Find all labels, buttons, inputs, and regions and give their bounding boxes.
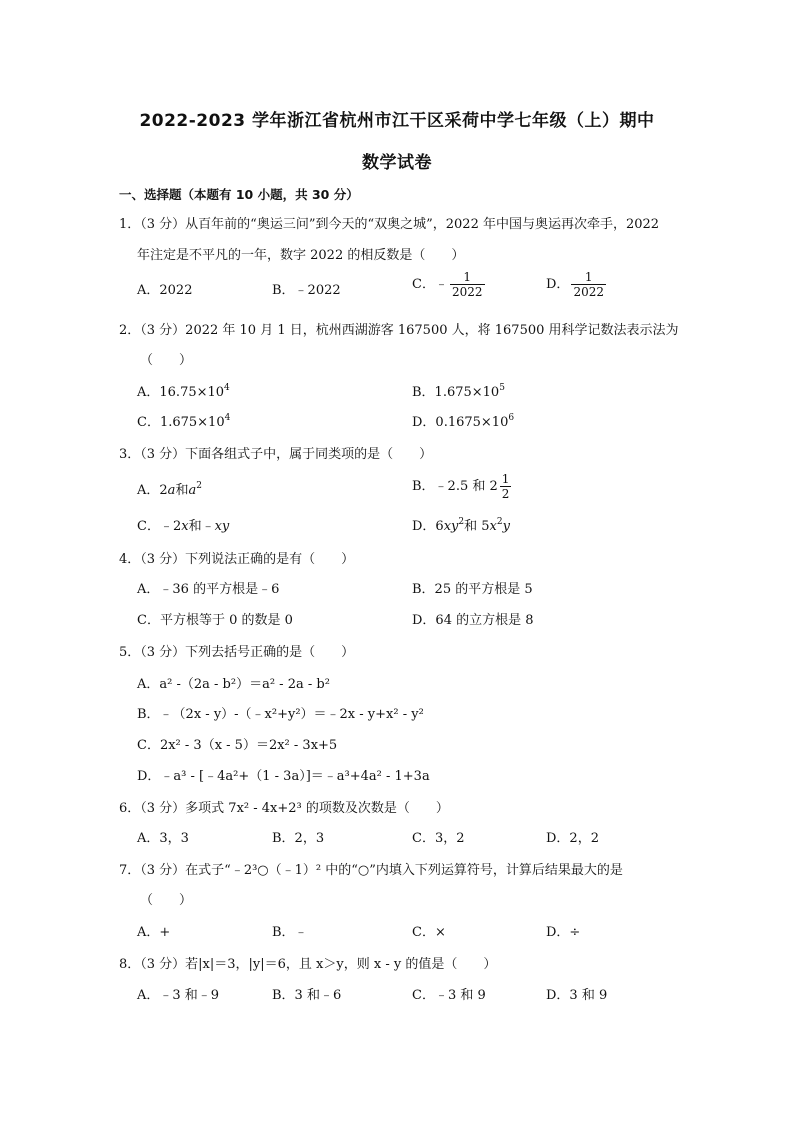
q1-option-d (546, 270, 606, 299)
q1-option-d-prefix: D． (546, 277, 570, 292)
q8-stem: 8．（3 分）若|x|＝3，|y|＝6，且 x＞y，则 x - y 的值是（ ） (119, 957, 497, 972)
q3-option-d-prefix: D．6 (412, 519, 444, 534)
q2-option-a (137, 384, 230, 402)
q7-stem-line2: （ ） (140, 893, 193, 908)
q2-option-c (137, 414, 230, 432)
q6-option-d: D．2，2 (546, 831, 599, 846)
q4-option-b: B．25 的平方根是 5 (412, 582, 533, 597)
q3-option-b-numerator: 1 (501, 472, 510, 486)
q7-option-b: B．﹣ (272, 925, 308, 940)
q6-option-c: C．3，2 (412, 831, 465, 846)
q1-option-d-denominator: 2022 (573, 285, 604, 299)
q7-option-d: D．÷ (546, 925, 581, 940)
q3-option-d: D．$6xy^2$和 $5x^2y$ (412, 517, 510, 534)
q4-option-d: D．64 的立方根是 8 (412, 613, 534, 628)
q6-stem: 6．（3 分）多项式 7x² - 4x+2³ 的项数及次数是（ ） (119, 801, 449, 816)
q1-option-c (412, 270, 485, 299)
q3-option-b-denominator: 2 (501, 487, 510, 501)
q1-stem-line1: 1．（3 分）从百年前的“奥运三问”到今天的“双奥之城”，2022 年中国与奥运再次牵手，2022 (119, 217, 660, 232)
q1-option-c-prefix: C．﹣ (412, 277, 448, 292)
q2-option-b-text: B．1.675×10 (412, 385, 500, 400)
q5-stem: 5．（3 分）下列去括号正确的是（ ） (119, 645, 355, 660)
exam-title-line1: 2022-2023 学年浙江省杭州市江干区采荷中学七年级（上）期中 (139, 111, 655, 131)
q7-stem-line1: 7．（3 分）在式子“﹣2³○（﹣1）² 中的“○”内填入下列运算符号，计算后结果最大的是 (119, 863, 623, 878)
q2-option-d-text: D．0.1675×10 (412, 415, 509, 430)
q3-stem: 3．（3 分）下面各组式子中，属于同类项的是（ ） (119, 447, 433, 462)
q7-option-a: A．+ (137, 925, 171, 940)
q3-option-c-prefix: C．﹣2 (137, 519, 182, 534)
q8-option-a: A．﹣3 和﹣9 (137, 988, 220, 1003)
q4-option-a: A．﹣36 的平方根是﹣6 (137, 582, 280, 597)
q4-option-c: C．平方根等于 0 的数是 0 (137, 613, 293, 628)
exam-title-line2: 数学试卷 (362, 153, 432, 173)
q4-stem: 4．（3 分）下列说法正确的是有（ ） (119, 552, 355, 567)
q2-option-a-exponent: 4 (224, 383, 230, 393)
q3-option-b (412, 472, 511, 501)
q1-stem-line2: 年注定是不平凡的一年，数字 2022 的相反数是（ ） (137, 248, 465, 263)
q3-option-c: C．﹣2x和﹣xy (137, 519, 230, 534)
q6-option-b: B．2，3 (272, 831, 325, 846)
q3-option-b-prefix: B．﹣2.5 和 2 (412, 479, 498, 494)
q2-option-c-exponent: 4 (224, 413, 231, 423)
q1-option-c-fraction (450, 270, 485, 299)
q1-option-c-denominator: 2022 (451, 285, 483, 299)
q3-option-c-mid: 和﹣ (188, 519, 215, 534)
q5-option-a: A．a² -（2a - b²）＝a² - 2a - b² (137, 677, 330, 692)
q8-option-d: D．3 和 9 (546, 988, 608, 1003)
q3-option-b-fraction (500, 472, 512, 501)
q1-option-b: B．﹣2022 (272, 283, 341, 298)
q2-stem-line2: （ ） (140, 353, 193, 368)
q2-stem-line1: 2．（3 分）2022 年 10 月 1 日，杭州西湖游客 167500 人，将 167500 用科学记数法表示法为 (119, 323, 679, 338)
q3-option-a: A．2a和$a^2$ (137, 481, 202, 498)
q2-option-d (412, 414, 514, 432)
q8-option-c: C．﹣3 和 9 (412, 988, 486, 1003)
q2-option-b (412, 384, 505, 402)
q5-option-b: B．﹣（2x - y）-（﹣x²+y²）＝﹣2x - y+x² - y² (137, 707, 424, 722)
q7-option-c: C．× (412, 925, 446, 940)
section-heading: 一、选择题（本题有 10 小题，共 30 分） (119, 187, 359, 202)
q3-option-a-prefix: A．2 (137, 483, 168, 498)
q6-option-a: A．3，3 (137, 831, 189, 846)
q2-option-a-text: A．16.75×10 (137, 385, 225, 400)
q3-option-d-mid: 和 5 (464, 519, 490, 534)
q5-option-d: D．﹣a³ - [﹣4a²+（1 - 3a）]＝﹣a³+4a² - 1+3a (137, 769, 430, 784)
q1-option-d-fraction (571, 270, 606, 299)
q3-option-a-mid: 和 (175, 483, 189, 498)
q2-option-b-exponent: 5 (499, 383, 505, 393)
q1-option-c-numerator: 1 (463, 270, 472, 284)
q1-option-a: A．2022 (137, 283, 193, 298)
q2-option-c-text: C．1.675×10 (137, 415, 225, 430)
q8-option-b: B．3 和﹣6 (272, 988, 342, 1003)
q2-option-d-exponent: 6 (508, 413, 515, 423)
q1-option-d-numerator: 1 (584, 270, 593, 284)
q5-option-c: C．2x² - 3（x - 5）＝2x² - 3x+5 (137, 738, 338, 753)
